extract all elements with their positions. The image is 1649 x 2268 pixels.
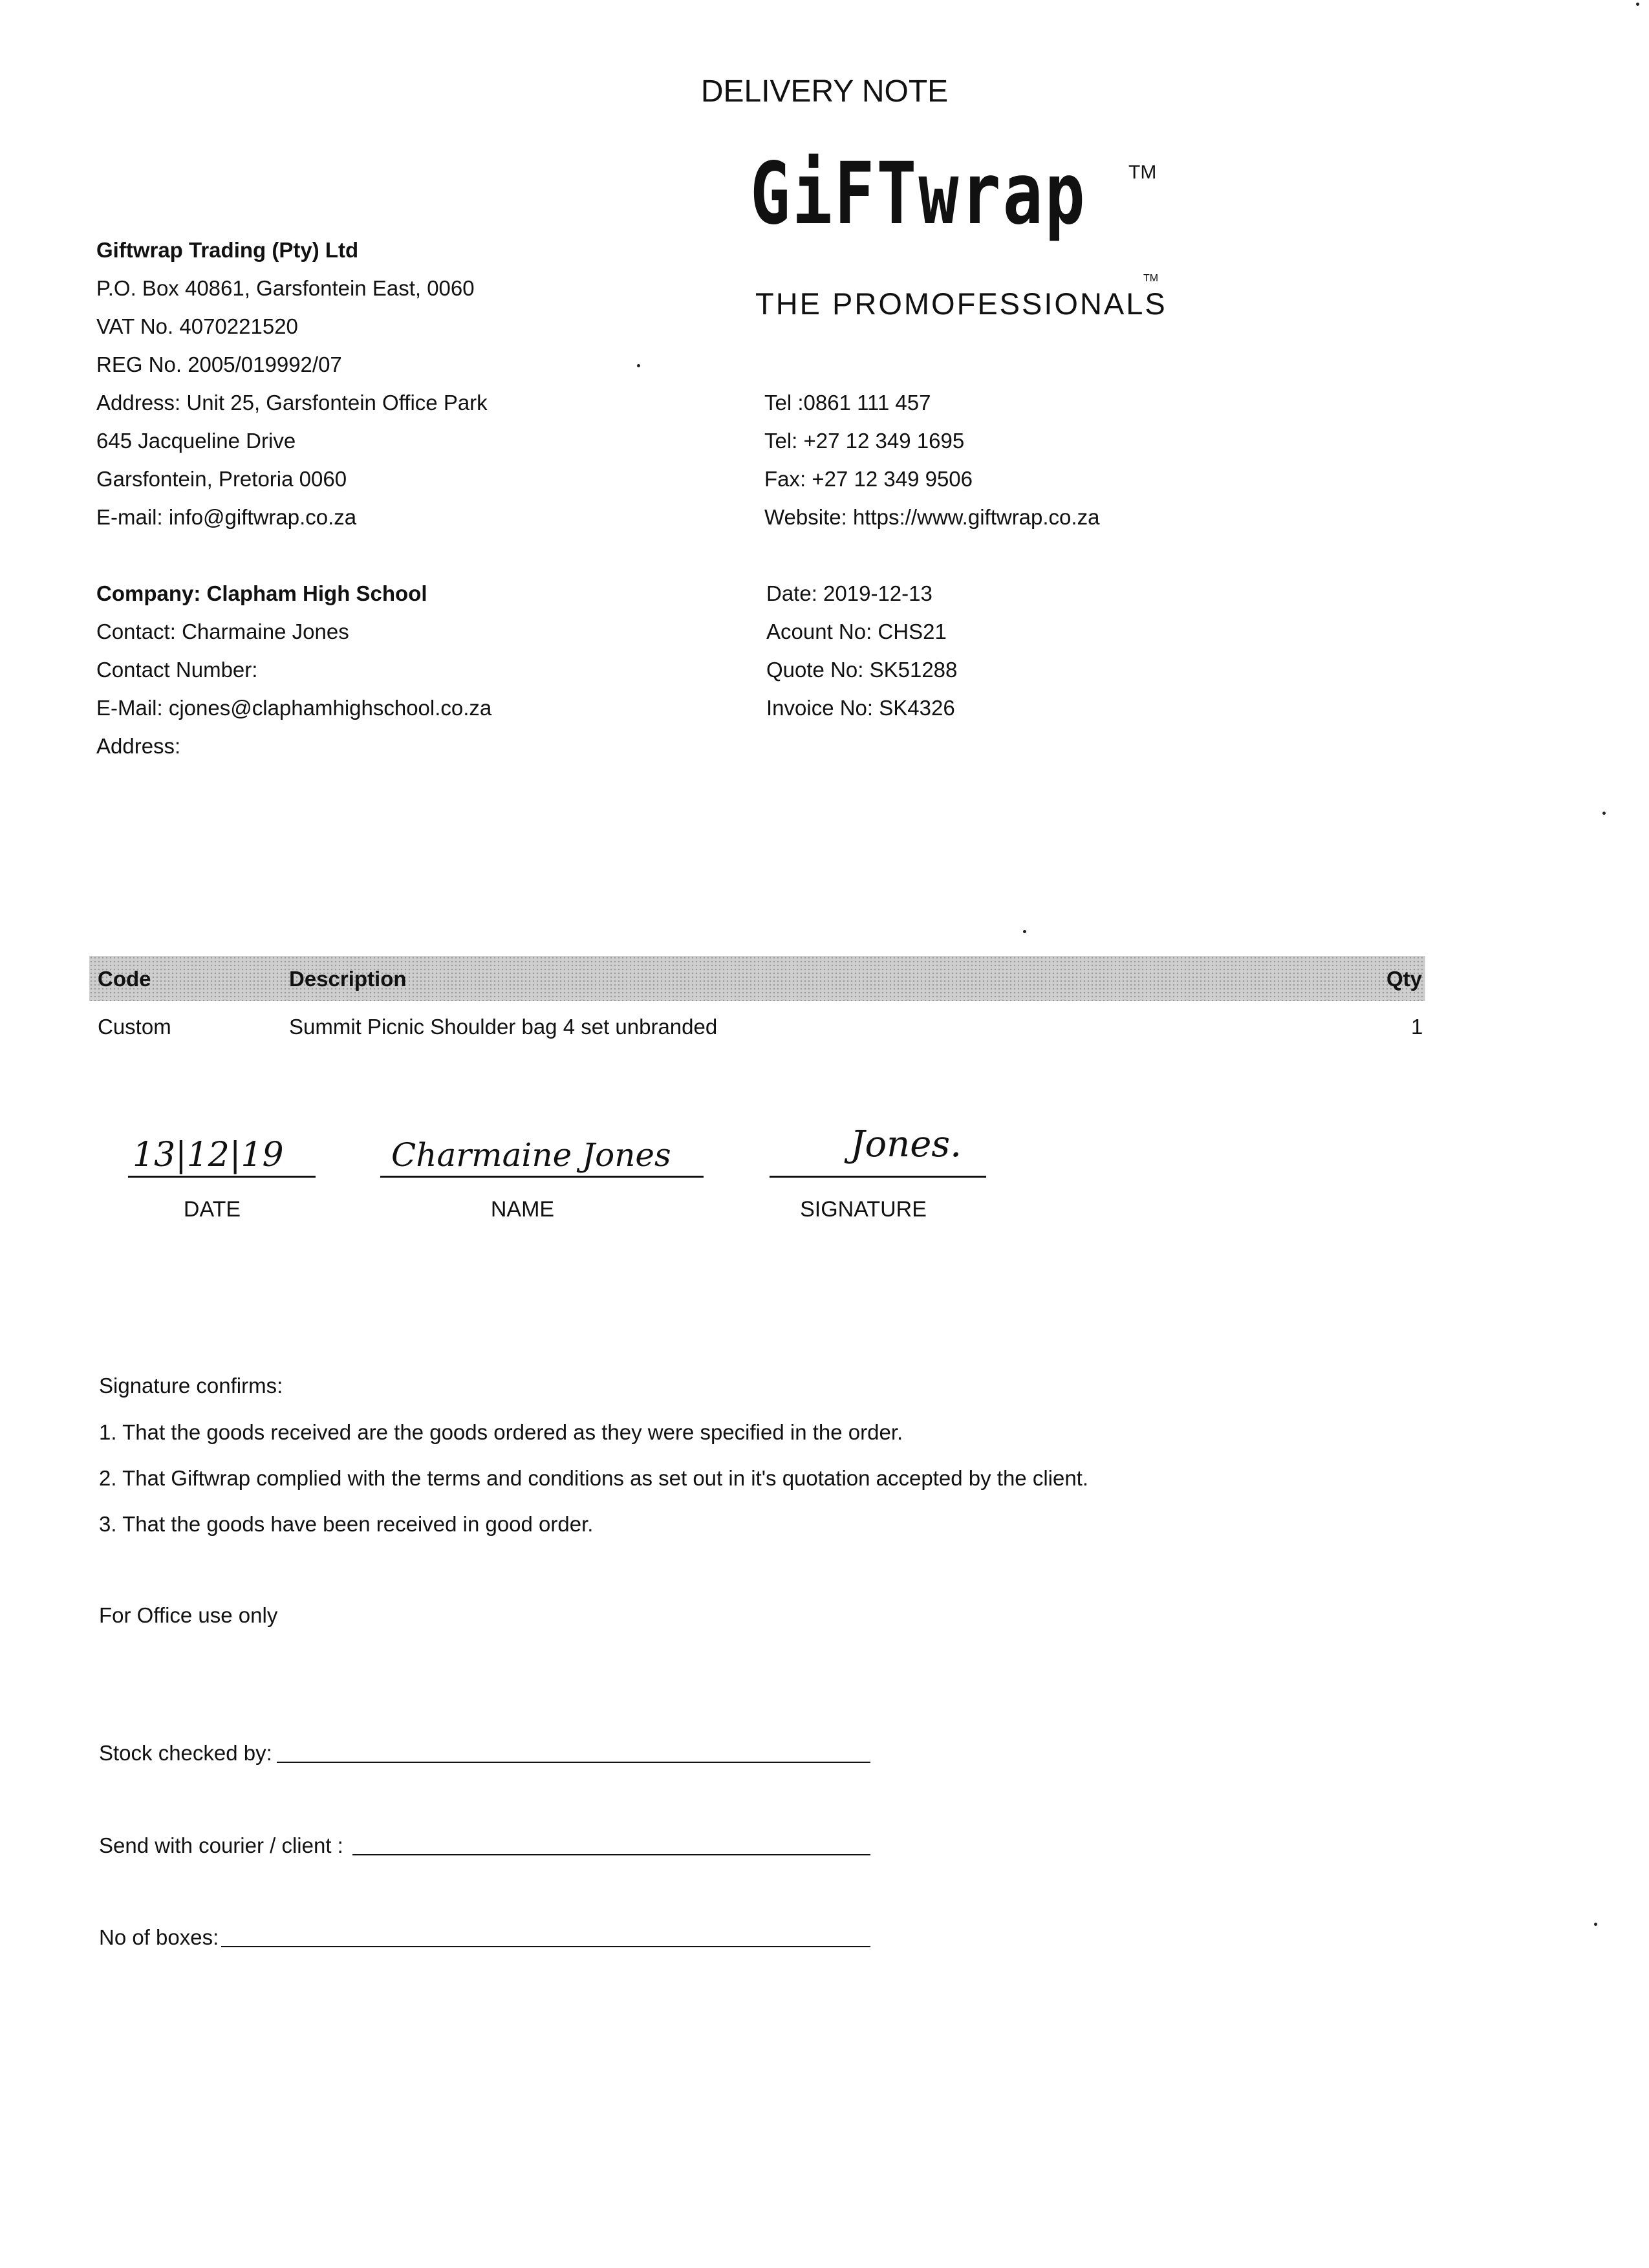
supplier-name: Giftwrap Trading (Pty) Ltd — [96, 238, 359, 262]
invoice-number: Invoice No: SK4326 — [766, 696, 955, 720]
header-description: Description — [289, 967, 407, 991]
supplier-line: Address: Unit 25, Garsfontein Office Park — [96, 391, 488, 415]
contact-line: Fax: +27 12 349 9506 — [764, 467, 973, 491]
contact-line: Tel: +27 12 349 1695 — [764, 429, 965, 453]
website-line: Website: https://www.giftwrap.co.za — [764, 505, 1100, 529]
supplier-line: P.O. Box 40861, Garsfontein East, 0060 — [96, 276, 475, 300]
logo-wordmark: GiFTwrap — [750, 144, 1087, 244]
tagline-trademark: TM — [1143, 273, 1159, 284]
logo-trademark: TM — [1128, 162, 1157, 183]
signature-caption: SIGNATURE — [800, 1197, 927, 1222]
handwritten-signature: Jones. — [850, 1123, 962, 1165]
supplier-line: REG No. 2005/019992/07 — [96, 352, 342, 376]
signature-line — [770, 1176, 986, 1178]
scan-speck — [1636, 3, 1639, 6]
confirmation-heading: Signature confirms: — [99, 1374, 283, 1398]
customer-line: Contact Number: — [96, 658, 258, 682]
customer-line: Address: — [96, 734, 181, 758]
customer-line: Contact: Charmaine Jones — [96, 620, 349, 643]
date-line — [128, 1176, 316, 1178]
customer-company: Company: Clapham High School — [96, 581, 427, 605]
doc-date: Date: 2019-12-13 — [766, 581, 932, 605]
scan-speck — [1023, 930, 1026, 933]
supplier-line: 645 Jacqueline Drive — [96, 429, 296, 453]
account-number: Acount No: CHS21 — [766, 620, 947, 643]
handwritten-date: 13|12|19 — [133, 1136, 284, 1174]
scan-speck — [637, 364, 640, 367]
header-code: Code — [98, 967, 151, 991]
boxes-label: No of boxes: — [99, 1925, 219, 1949]
row-qty: 1 — [1411, 1015, 1423, 1039]
stock-checked-field[interactable] — [277, 1762, 870, 1763]
name-caption: NAME — [490, 1197, 555, 1222]
quote-number: Quote No: SK51288 — [766, 658, 958, 682]
row-description: Summit Picnic Shoulder bag 4 set unbranded — [289, 1015, 718, 1039]
supplier-line: VAT No. 4070221520 — [96, 314, 298, 338]
supplier-line: Garsfontein, Pretoria 0060 — [96, 467, 347, 491]
logo-tagline: THE PROMOFESSIONALS — [755, 286, 1167, 321]
supplier-email: E-mail: info@giftwrap.co.za — [96, 505, 357, 529]
office-heading: For Office use only — [99, 1603, 278, 1627]
scan-speck — [1602, 812, 1606, 815]
row-code: Custom — [98, 1015, 171, 1039]
scan-speck — [1594, 1923, 1597, 1926]
send-with-field[interactable] — [352, 1854, 870, 1855]
customer-line: E-Mail: cjones@claphamhighschool.co.za — [96, 696, 492, 720]
header-qty: Qty — [1386, 967, 1423, 991]
confirmation-item: 2. That Giftwrap complied with the terms and conditions as set out in it's quotation accepted by the client. — [99, 1466, 1089, 1490]
handwritten-name: Charmaine Jones — [391, 1136, 671, 1174]
contact-line: Tel :0861 111 457 — [764, 391, 931, 415]
confirmation-item: 3. That the goods have been received in good order. — [99, 1512, 594, 1536]
send-with-label: Send with courier / client : — [99, 1833, 343, 1857]
document-title: DELIVERY NOTE — [700, 74, 949, 109]
stock-checked-label: Stock checked by: — [99, 1741, 272, 1765]
confirmation-item: 1. That the goods received are the goods ordered as they were specified in the order. — [99, 1420, 903, 1444]
boxes-field[interactable] — [221, 1946, 870, 1947]
date-caption: DATE — [183, 1197, 241, 1222]
name-line — [380, 1176, 704, 1178]
